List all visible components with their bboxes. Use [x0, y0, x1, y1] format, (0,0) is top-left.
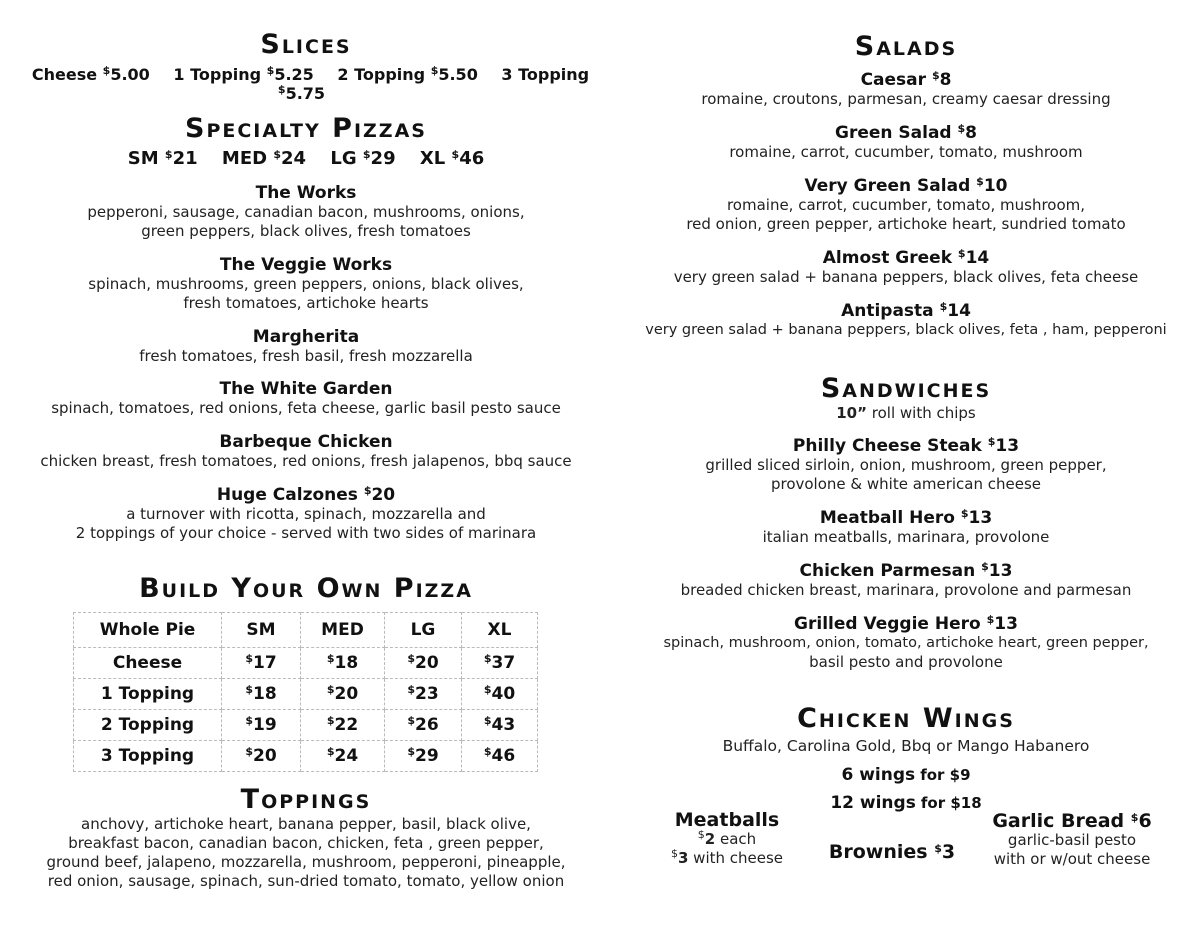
- item-desc: 2 toppings of your choice - served with two sides of marinara: [75, 524, 537, 542]
- item-name: Barbeque Chicken: [219, 432, 393, 452]
- menu-item: [0, 255, 612, 313]
- item-desc: italian meatballs, marinara, provolone: [762, 528, 1050, 546]
- table-cell: $29: [385, 741, 462, 772]
- table-cell: Cheese: [74, 648, 222, 679]
- table-cell: $22: [301, 710, 385, 741]
- item-name: Meatball Hero $13: [819, 507, 993, 528]
- table-header: LG: [385, 613, 462, 648]
- menu-item: [0, 327, 612, 366]
- table-row: [74, 741, 538, 772]
- item-name: Caesar $8: [860, 69, 952, 90]
- item-desc: romaine, carrot, cucumber, tomato, mushroom,: [726, 196, 1086, 214]
- item-desc: fresh tomatoes, artichoke hearts: [183, 294, 429, 312]
- table-cell: $40: [462, 679, 538, 710]
- item-desc: spinach, tomatoes, red onions, feta cheese, garlic basil pesto sauce: [51, 399, 561, 417]
- specialty-sizes: [0, 148, 612, 169]
- table-cell: $20: [222, 741, 301, 772]
- menu-item: [612, 301, 1200, 340]
- item-name: Huge Calzones $20: [216, 484, 396, 505]
- menu-item: [0, 183, 612, 241]
- size-med: MED $24: [221, 148, 307, 169]
- item-name: Antipasta $14: [841, 300, 971, 321]
- wings-option: 6 wings for $9: [841, 765, 971, 785]
- item-desc: provolone & white american cheese: [770, 475, 1042, 493]
- menu-item: [0, 379, 612, 418]
- menu-item: [612, 508, 1200, 547]
- size-lg: LG $29: [330, 148, 396, 169]
- specialty-section: [0, 114, 612, 169]
- wings-option: 12 wings for $18: [830, 793, 982, 813]
- item-name: Brownies $3: [828, 841, 956, 863]
- size-sm: SM $21: [127, 148, 198, 169]
- item-name: The White Garden: [219, 379, 393, 399]
- item-name: Chicken Parmesan $13: [799, 560, 1013, 581]
- table-header: XL: [462, 613, 538, 648]
- table-cell: $20: [301, 679, 385, 710]
- toppings-section: [0, 785, 612, 891]
- table-cell: $46: [462, 741, 538, 772]
- slices-section: [0, 30, 612, 103]
- table-cell: $23: [385, 679, 462, 710]
- menu-item: [612, 248, 1200, 287]
- item-desc: fresh tomatoes, fresh basil, fresh mozzarella: [139, 347, 473, 365]
- byo-section: [0, 574, 612, 604]
- slice-3-topping: 3 Topping $5.75: [277, 65, 590, 103]
- table-row: [74, 679, 538, 710]
- item-desc: $2 each: [697, 828, 757, 848]
- toppings-heading: Toppings: [240, 784, 372, 815]
- item-name: Very Green Salad $10: [804, 175, 1008, 196]
- item-desc: basil pesto and provolone: [809, 653, 1003, 671]
- wings-flavors: Buffalo, Carolina Gold, Bbq or Mango Habanero: [722, 737, 1090, 755]
- item-name: Philly Cheese Steak $13: [792, 435, 1020, 456]
- wings-section: [612, 704, 1200, 817]
- menu-item: [612, 561, 1200, 600]
- salads-heading: Salads: [854, 31, 958, 62]
- item-desc: spinach, mushroom, onion, tomato, artichoke heart, green pepper,: [663, 635, 1149, 651]
- item-desc: garlic-basil pesto: [1007, 831, 1137, 849]
- table-cell: 3 Topping: [74, 741, 222, 772]
- item-desc: romaine, croutons, parmesan, creamy caesar dressing: [701, 90, 1111, 108]
- item-desc: spinach, mushrooms, green peppers, onions, black olives,: [88, 275, 524, 293]
- size-xl: XL $46: [419, 148, 485, 169]
- brownies-item: [812, 842, 972, 862]
- specialty-heading: Specialty Pizzas: [185, 113, 427, 144]
- table-cell: $26: [385, 710, 462, 741]
- table-cell: $19: [222, 710, 301, 741]
- item-desc: a turnover with ricotta, spinach, mozzarella and: [126, 505, 486, 523]
- item-desc: chicken breast, fresh tomatoes, red onions, fresh jalapenos, bbq sauce: [40, 452, 572, 470]
- item-desc: green peppers, black olives, fresh tomatoes: [141, 222, 471, 240]
- item-name: The Veggie Works: [219, 255, 393, 275]
- item-name: Grilled Veggie Hero $13: [794, 613, 1018, 634]
- menu-item: [0, 485, 612, 543]
- item-name: The Works: [255, 183, 357, 203]
- toppings-line: ground beef, jalapeno, mozzarella, mushroom, pepperoni, pineapple,: [46, 853, 566, 871]
- table-cell: $20: [385, 648, 462, 679]
- table-cell: $18: [301, 648, 385, 679]
- table-cell: $18: [222, 679, 301, 710]
- toppings-line: breakfast bacon, canadian bacon, chicken, feta , green pepper,: [68, 834, 544, 852]
- item-desc: with or w/out cheese: [993, 850, 1151, 868]
- slice-2-topping: 2 Topping $5.50: [337, 64, 478, 84]
- meatballs-item: [652, 810, 802, 868]
- item-desc: breaded chicken breast, marinara, provolone and parmesan: [680, 581, 1132, 599]
- item-name: Margherita: [252, 327, 360, 347]
- table-header-row: [74, 613, 538, 648]
- item-name: Almost Greek $14: [822, 247, 990, 268]
- menu-item: [612, 436, 1200, 494]
- item-name: Meatballs: [674, 809, 780, 831]
- sandwiches-heading: Sandwiches: [820, 373, 992, 404]
- slice-1-topping: 1 Topping $5.25: [173, 64, 314, 84]
- table-row: [74, 710, 538, 741]
- slice-cheese: Cheese $5.00: [31, 64, 150, 84]
- menu-item: [612, 70, 1200, 109]
- item-desc: $3 with cheese: [670, 847, 784, 867]
- item-name: Garlic Bread $6: [992, 810, 1152, 832]
- sandwiches-subtitle: 10” roll with chips: [836, 404, 976, 422]
- slices-price-row: [0, 65, 612, 103]
- item-desc: pepperoni, sausage, canadian bacon, mushrooms, onions,: [87, 203, 525, 221]
- table-header: SM: [222, 613, 301, 648]
- item-desc: romaine, carrot, cucumber, tomato, mushroom: [729, 143, 1083, 161]
- menu-item: [612, 123, 1200, 162]
- menu-item: [0, 432, 612, 471]
- slices-heading: Slices: [260, 29, 352, 60]
- item-desc: grilled sliced sirloin, onion, mushroom, green pepper,: [705, 456, 1107, 474]
- toppings-line: red onion, sausage, spinach, sun-dried tomato, tomato, yellow onion: [47, 872, 565, 890]
- item-desc: very green salad + banana peppers, black olives, feta cheese: [673, 268, 1139, 286]
- table-cell: 2 Topping: [74, 710, 222, 741]
- byo-heading: Build Your Own Pizza: [139, 573, 473, 604]
- wings-heading: Chicken Wings: [797, 703, 1015, 734]
- table-row: [74, 648, 538, 679]
- table-cell: 1 Topping: [74, 679, 222, 710]
- sandwiches-section: [612, 374, 1200, 423]
- item-desc: very green salad + banana peppers, black olives, feta , ham, pepperoni: [645, 322, 1167, 338]
- menu-item: [612, 614, 1200, 672]
- salads-section: [612, 32, 1200, 62]
- item-desc: red onion, green pepper, artichoke heart, sundried tomato: [686, 215, 1126, 233]
- table-header: MED: [301, 613, 385, 648]
- table-header: Whole Pie: [74, 613, 222, 648]
- table-cell: $17: [222, 648, 301, 679]
- table-cell: $24: [301, 741, 385, 772]
- garlic-bread-item: [982, 811, 1162, 869]
- menu-item: [612, 176, 1200, 234]
- item-name: Green Salad $8: [834, 122, 978, 143]
- table-cell: $43: [462, 710, 538, 741]
- byo-table: [73, 612, 538, 772]
- toppings-line: anchovy, artichoke heart, banana pepper, basil, black olive,: [81, 815, 531, 833]
- table-cell: $37: [462, 648, 538, 679]
